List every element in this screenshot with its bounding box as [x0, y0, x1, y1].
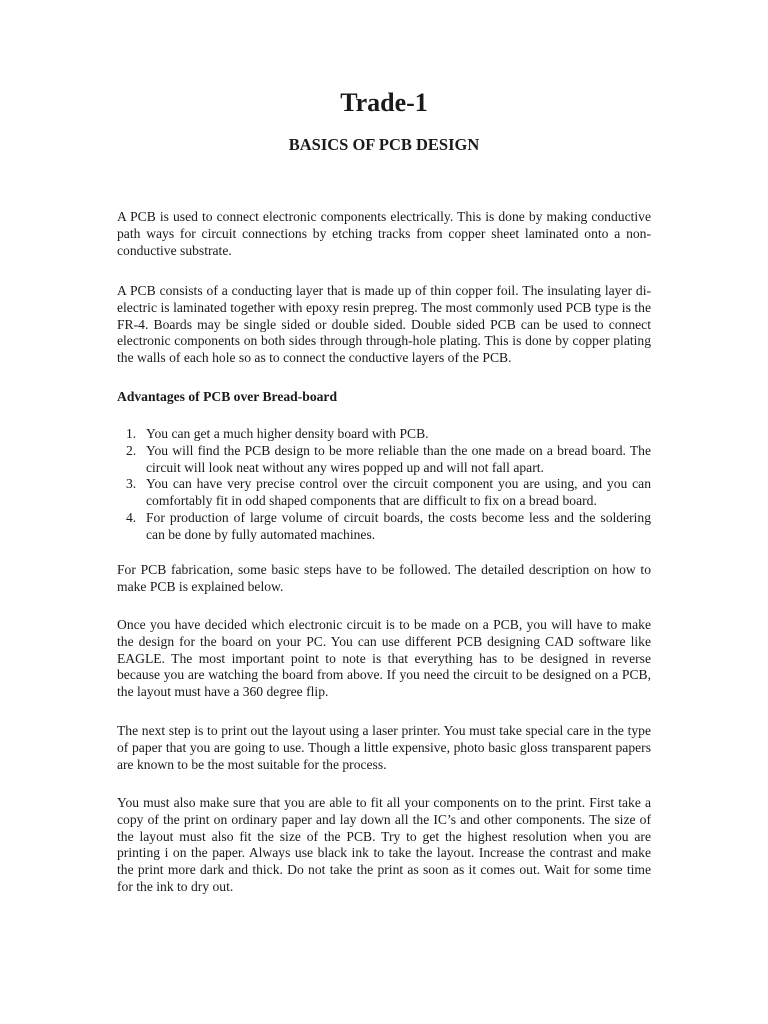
paragraph-fit-components: You must also make sure that you are able to fit all your components on to the print. First take a copy of the print on ordinary paper and lay down all the IC’s and other components. The size of the layout must also fit the size of the PCB. Try to get the highest resolution when you are printing i on the paper. Always use black ink to take the layout. Increase the contrast and make the print more dark and thick. Do not take the print as soon as it comes out. Wait for some time for the ink to dry out. — [117, 795, 651, 894]
paragraph-fabrication-steps: For PCB fabrication, some basic steps have to be followed. The detailed description on how to make PCB is explained below. — [117, 562, 651, 594]
list-item-text: You can have very precise control over the circuit component you are using, and you can comfortably fit in odd shaped components that are difficult to fix on a bread board. — [146, 476, 651, 509]
list-item — [117, 426, 651, 443]
advantages-list — [117, 426, 651, 544]
paragraph-print-layout: The next step is to print out the layout using a laser printer. You must take special care in the type of paper that you are going to use. Though a little expensive, photo basic gloss transparent papers are known to be the most suitable for the process. — [117, 723, 651, 772]
list-item-number: 2. — [126, 442, 137, 458]
list-item-number: 1. — [126, 426, 137, 441]
advantages-heading: Advantages of PCB over Bread-board — [117, 389, 338, 404]
list-item-number: 3. — [126, 476, 137, 492]
list-item — [117, 510, 651, 544]
page-title: Trade-1 — [340, 88, 428, 117]
list-item-text: You can get a much higher density board with PCB. — [146, 426, 429, 441]
paragraph-design-on-pc: Once you have decided which electronic circuit is to be made on a PCB, you will have to make the design for the board on your PC. You can use different PCB designing CAD software like EAGLE. The most important point to note is that everything has to be designed in reverse because you are watching the board from above. If you need the circuit to be designed on a PCB, the layout must have a 360 degree flip. — [117, 617, 651, 700]
list-item-text: You will find the PCB design to be more reliable than the one made on a bread board. The circuit will look neat without any wires popped up and will not fall apart. — [146, 442, 651, 475]
list-item — [117, 443, 651, 477]
paragraph-pcb-intro: A PCB is used to connect electronic components electrically. This is done by making conductive path ways for circuit connections by etching tracks from copper sheet laminated onto a non-conductive substrate. — [117, 209, 651, 258]
paragraph-pcb-layers: A PCB consists of a conducting layer that is made up of thin copper foil. The insulating layer di-electric is laminated together with epoxy resin prepreg. The most commonly used PCB type is the FR-4. Boards may be single sided or double sided. Double sided PCB can be used to connect electronic components on both sides through through-hole plating. This is done by copper plating the walls of each hole so as to connect the conductive layers of the PCB. — [117, 283, 651, 366]
list-item-number: 4. — [126, 509, 137, 525]
list-item-text: For production of large volume of circuit boards, the costs become less and the soldering can be done by fully automated machines. — [146, 509, 651, 542]
list-item — [117, 476, 651, 510]
page-subtitle: BASICS OF PCB DESIGN — [288, 135, 480, 154]
